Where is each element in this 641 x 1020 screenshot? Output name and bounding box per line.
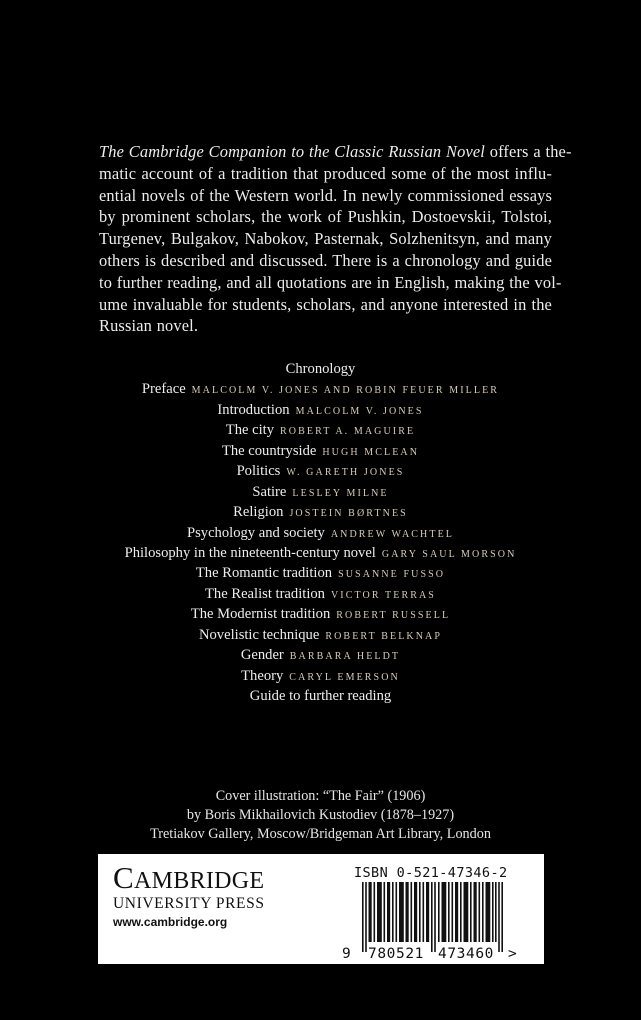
barcode-icon [362,882,503,952]
description-line: to further reading, and all quotations are in English, making the vol- [99,272,562,292]
credit-line: by Boris Mikhailovich Kustodiev (1878–1927) [186,807,455,823]
chapter-author: ROBERT RUSSELL [336,610,451,622]
chapter-author: ROBERT A. MAGUIRE [280,426,416,438]
contents-entry [0,461,641,481]
contents-entry [0,400,641,420]
cover-illustration-credit [0,787,641,844]
publisher-subtitle: UNIVERSITY PRESS [113,895,265,912]
chapter-title: Politics [236,463,281,480]
book-description [99,141,572,337]
contents-entry [0,604,641,624]
chapter-author: CARYL EMERSON [289,671,400,683]
chapter-author: LESLEY MILNE [292,487,389,499]
contents-entry [0,420,641,440]
chapter-author: HUGH MCLEAN [322,446,420,458]
description-line: ential novels of the Western world. In newly commissioned essays [99,185,552,205]
description-line: Turgenev, Bulgakov, Nabokov, Pasternak, Solzhenitsyn, and many [99,229,552,249]
description-line: by prominent scholars, the work of Pushkin, Dostoevskii, Tolstoi, [99,207,552,227]
barcode-digits-left: 780521 [368,946,424,962]
chapter-title: Novelistic technique [198,626,320,643]
chapter-title: The city [225,422,275,439]
barcode-digit-first: 9 [342,946,352,962]
chapter-title: Theory [241,667,284,684]
contents-entry [0,584,641,604]
publisher-barcode-panel [98,854,544,964]
contents-entry [0,645,641,665]
description-line: The Cambridge Companion to the Classic Russian Novel offers a the- [99,142,572,161]
chapter-title: The Modernist tradition [190,606,331,623]
chapter-title: The Romantic tradition [195,565,333,582]
description-line: Russian novel. [99,316,199,336]
book-title-italic: The Cambridge Companion to the Classic Russian Novel [99,142,486,161]
credit-line: Cover illustration: “The Fair” (1906) [215,788,426,804]
contents-entry [0,686,641,706]
chapter-title: Gender [240,647,284,664]
barcode-digits-right: 473460 [438,946,494,962]
chapter-title: Psychology and society [186,524,325,541]
contents-entry [0,625,641,645]
description-line: matic account of a tradition that produced some of the most influ- [99,163,552,183]
publisher-url: www.cambridge.org [113,915,228,929]
quiet-zone-marker-icon: > [508,946,518,962]
contents-entry [0,379,641,399]
table-of-contents [0,359,641,706]
chapter-title: Chronology [285,361,356,377]
chapter-title: Religion [233,504,284,521]
description-line: ume invaluable for students, scholars, and anyone interested in the [99,294,552,314]
chapter-author: BARBARA HELDT [289,651,401,663]
chapter-author: MALCOLM V. JONES [295,405,424,417]
contents-entry [0,502,641,522]
chapter-title: Guide to further reading [249,688,392,704]
chapter-title: Satire [252,483,287,500]
chapter-author: VICTOR TERRAS [330,589,436,601]
chapter-author: MALCOLM V. JONES AND ROBIN FEUER MILLER [191,385,500,397]
chapter-author: W. GARETH JONES [286,467,405,479]
credit-line: Tretiakov Gallery, Moscow/Bridgeman Art Library, London [150,826,491,842]
contents-entry [0,563,641,583]
contents-entry [0,523,641,543]
chapter-title: The Realist tradition [205,585,325,602]
chapter-author: ANDREW WACHTEL [330,528,455,540]
cambridge-logo [113,860,265,930]
contents-entry [0,543,641,563]
chapter-title: Introduction [217,401,290,418]
isbn-label: ISBN 0-521-47346-2 [354,865,508,881]
description-line: others is described and discussed. There is a chronology and guide [99,250,552,270]
barcode-digits [98,947,544,963]
chapter-author: ROBERT BELKNAP [325,630,443,642]
contents-entry [0,441,641,461]
contents-entry [0,359,641,379]
chapter-title: Philosophy in the nineteenth-century novel [124,544,376,561]
chapter-author: SUSANNE FUSSO [338,569,446,581]
contents-entry [0,666,641,686]
chapter-title: The countryside [221,442,317,459]
publisher-name: CAMBRIDGE [113,860,265,895]
contents-entry [0,482,641,502]
chapter-author: GARY SAUL MORSON [381,548,517,560]
chapter-title: Preface [141,381,186,398]
chapter-author: JOSTEIN BØRTNES [289,508,408,520]
